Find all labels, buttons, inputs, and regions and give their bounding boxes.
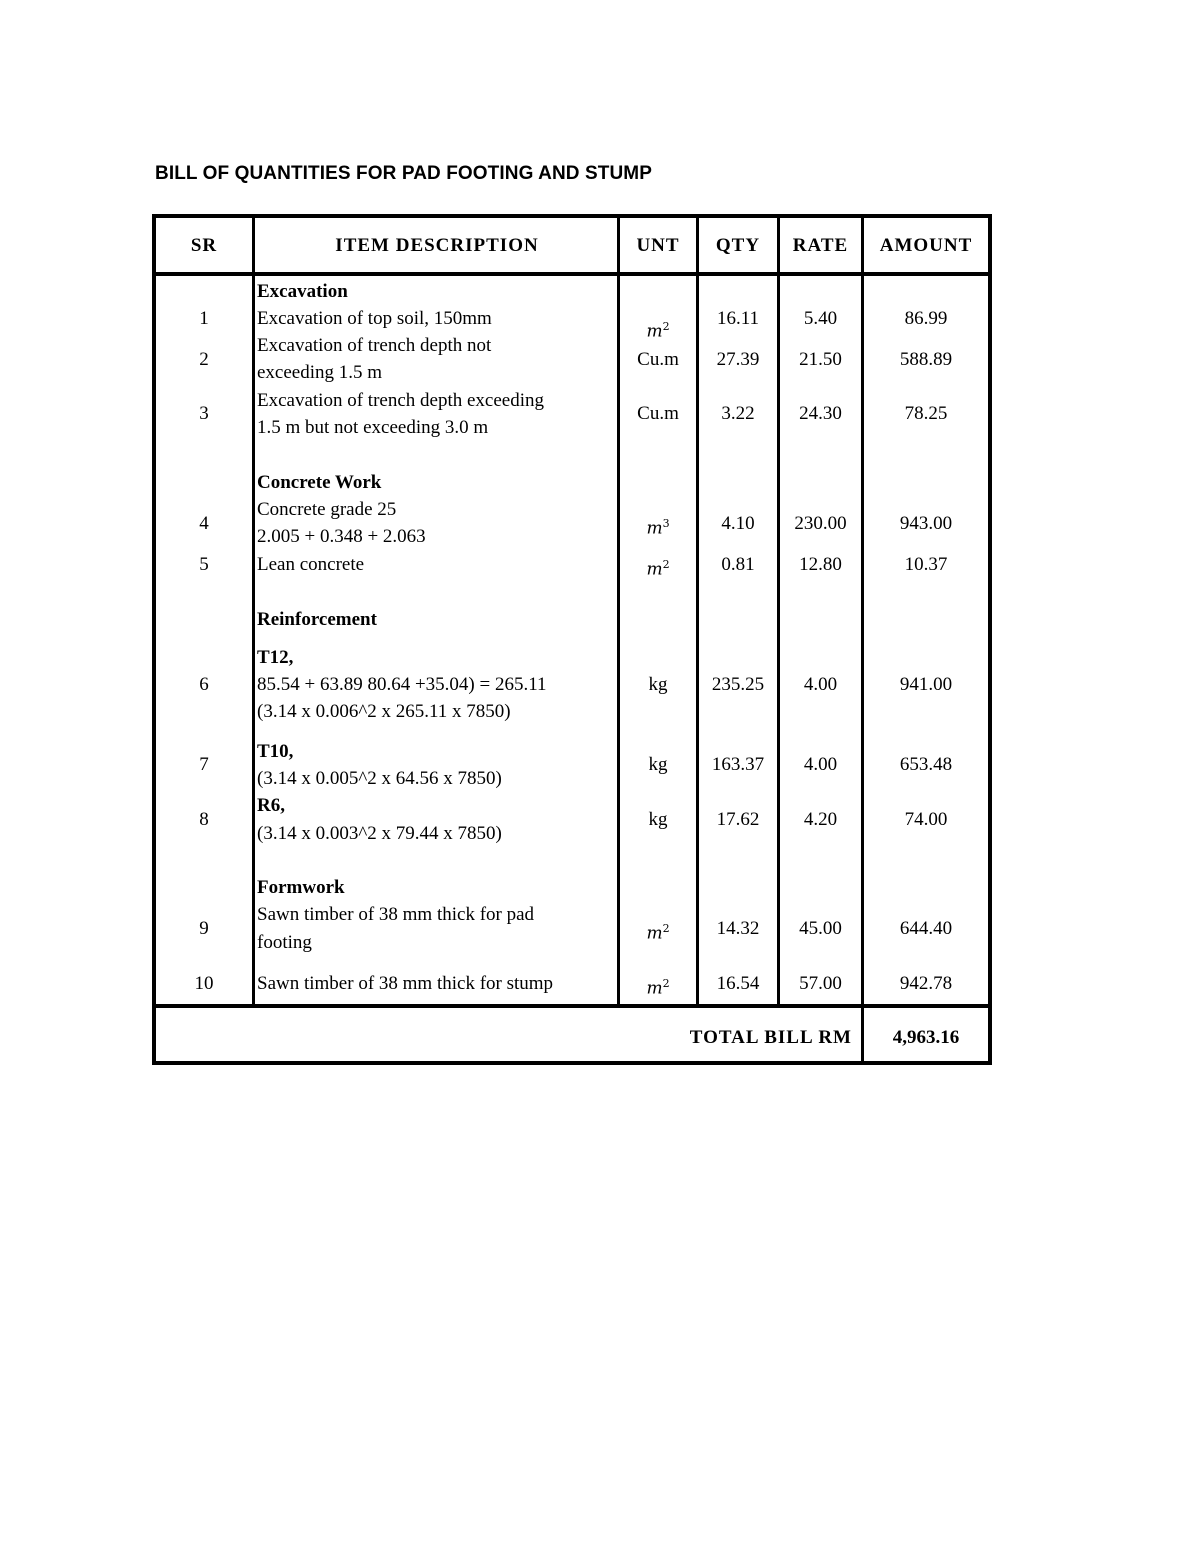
- item-1-qty: 16.11: [716, 308, 760, 329]
- item-3-sr: 3: [199, 403, 209, 424]
- header-amount: AMOUNT: [879, 235, 973, 256]
- item-2-description-line2: exceeding 1.5 m: [257, 362, 383, 383]
- item-6-description-line2: (3.14 x 0.006^2 x 265.11 x 7850): [257, 701, 511, 722]
- item-6-sr: 6: [199, 674, 209, 695]
- item-9-amount: 644.40: [899, 918, 953, 939]
- item-10-amount: 942.78: [899, 973, 953, 994]
- item-6-unit: kg: [648, 674, 668, 695]
- item-2-sr: 2: [199, 349, 209, 370]
- column-divider: [696, 218, 699, 1006]
- item-6-qty: 235.25: [711, 674, 765, 695]
- item-4-unit: $m^3$: [646, 517, 670, 539]
- header-sr: SR: [190, 235, 218, 256]
- item-9-rate: 45.00: [799, 918, 842, 939]
- item-6-amount: 941.00: [899, 674, 953, 695]
- document-title: BILL OF QUANTITIES FOR PAD FOOTING AND STUMP: [155, 163, 652, 184]
- item-8-sr: 8: [199, 809, 209, 830]
- item-2-qty: 27.39: [716, 349, 760, 370]
- item-8-rate: 4.20: [803, 809, 838, 830]
- item-5-rate: 12.80: [799, 554, 842, 575]
- item-4-sr: 4: [199, 513, 209, 534]
- item-3-description-line1: Excavation of trench depth exceeding: [257, 390, 544, 411]
- item-7-sr: 7: [199, 754, 209, 775]
- item-5-description: Lean concrete: [257, 554, 365, 575]
- item-9-unit: $m^2$: [646, 922, 670, 944]
- item-1-amount: 86.99: [904, 308, 948, 329]
- total-bill-label: TOTAL BILL RM: [689, 1027, 852, 1048]
- item-3-rate: 24.30: [799, 403, 842, 424]
- item-2-amount: 588.89: [899, 349, 953, 370]
- item-9-qty: 14.32: [716, 918, 760, 939]
- item-3-description-line2: 1.5 m but not exceeding 3.0 m: [257, 417, 489, 438]
- item-8-amount: 74.00: [904, 809, 948, 830]
- item-9-sr: 9: [199, 918, 209, 939]
- item-2-unit: Cu.m: [637, 349, 679, 370]
- total-bill-value: 4,963.16: [892, 1027, 960, 1048]
- section-formwork: Formwork: [257, 877, 345, 898]
- item-7-bar-code: T10,: [257, 741, 294, 762]
- item-4-amount: 943.00: [899, 513, 953, 534]
- item-5-unit: $m^2$: [646, 558, 670, 580]
- item-7-rate: 4.00: [803, 754, 838, 775]
- item-7-qty: 163.37: [711, 754, 765, 775]
- item-4-description-line1: Concrete grade 25: [257, 499, 397, 520]
- section-concrete-work: Concrete Work: [257, 472, 382, 493]
- total-divider: [156, 1004, 988, 1008]
- item-1-sr: 1: [199, 308, 209, 329]
- item-9-description-line2: footing: [257, 932, 312, 953]
- item-4-description-line2: 2.005 + 0.348 + 2.063: [257, 526, 426, 547]
- item-2-description-line1: Excavation of trench depth not: [257, 335, 492, 356]
- item-8-unit: kg: [648, 809, 668, 830]
- item-1-rate: 5.40: [803, 308, 838, 329]
- item-7-unit: kg: [648, 754, 668, 775]
- column-divider: [777, 218, 780, 1006]
- bill-of-quantities-table: [152, 214, 992, 1065]
- item-6-description-line1: 85.54 + 63.89 80.64 +35.04) = 265.11: [257, 674, 547, 695]
- item-10-sr: 10: [194, 973, 214, 994]
- header-qty: QTY: [715, 235, 761, 256]
- item-10-rate: 57.00: [799, 973, 842, 994]
- item-1-description: Excavation of top soil, 150mm: [257, 308, 492, 329]
- item-5-qty: 0.81: [721, 554, 755, 575]
- header-item-description: ITEM DESCRIPTION: [335, 235, 539, 256]
- item-3-qty: 3.22: [721, 403, 755, 424]
- column-divider: [252, 218, 255, 1006]
- header-unit: UNT: [636, 235, 680, 256]
- section-excavation: Excavation: [257, 281, 348, 302]
- section-reinforcement: Reinforcement: [257, 609, 377, 630]
- item-3-amount: 78.25: [904, 403, 948, 424]
- item-7-description: (3.14 x 0.005^2 x 64.56 x 7850): [257, 768, 502, 789]
- item-8-description: (3.14 x 0.003^2 x 79.44 x 7850): [257, 823, 502, 844]
- item-1-unit: $m^2$: [646, 320, 670, 342]
- item-9-description-line1: Sawn timber of 38 mm thick for pad: [257, 904, 535, 925]
- item-5-amount: 10.37: [904, 554, 948, 575]
- item-10-description: Sawn timber of 38 mm thick for stump: [257, 973, 554, 994]
- header-rate: RATE: [792, 235, 849, 256]
- item-3-unit: Cu.m: [637, 403, 679, 424]
- item-10-unit: $m^2$: [646, 977, 670, 999]
- item-4-qty: 4.10: [721, 513, 755, 534]
- item-4-rate: 230.00: [794, 513, 847, 534]
- item-5-sr: 5: [199, 554, 209, 575]
- item-6-rate: 4.00: [803, 674, 838, 695]
- item-6-bar-code: T12,: [257, 647, 294, 668]
- item-7-amount: 653.48: [899, 754, 953, 775]
- item-2-rate: 21.50: [799, 349, 842, 370]
- item-8-bar-code: R6,: [257, 795, 285, 816]
- item-8-qty: 17.62: [716, 809, 760, 830]
- item-10-qty: 16.54: [716, 973, 760, 994]
